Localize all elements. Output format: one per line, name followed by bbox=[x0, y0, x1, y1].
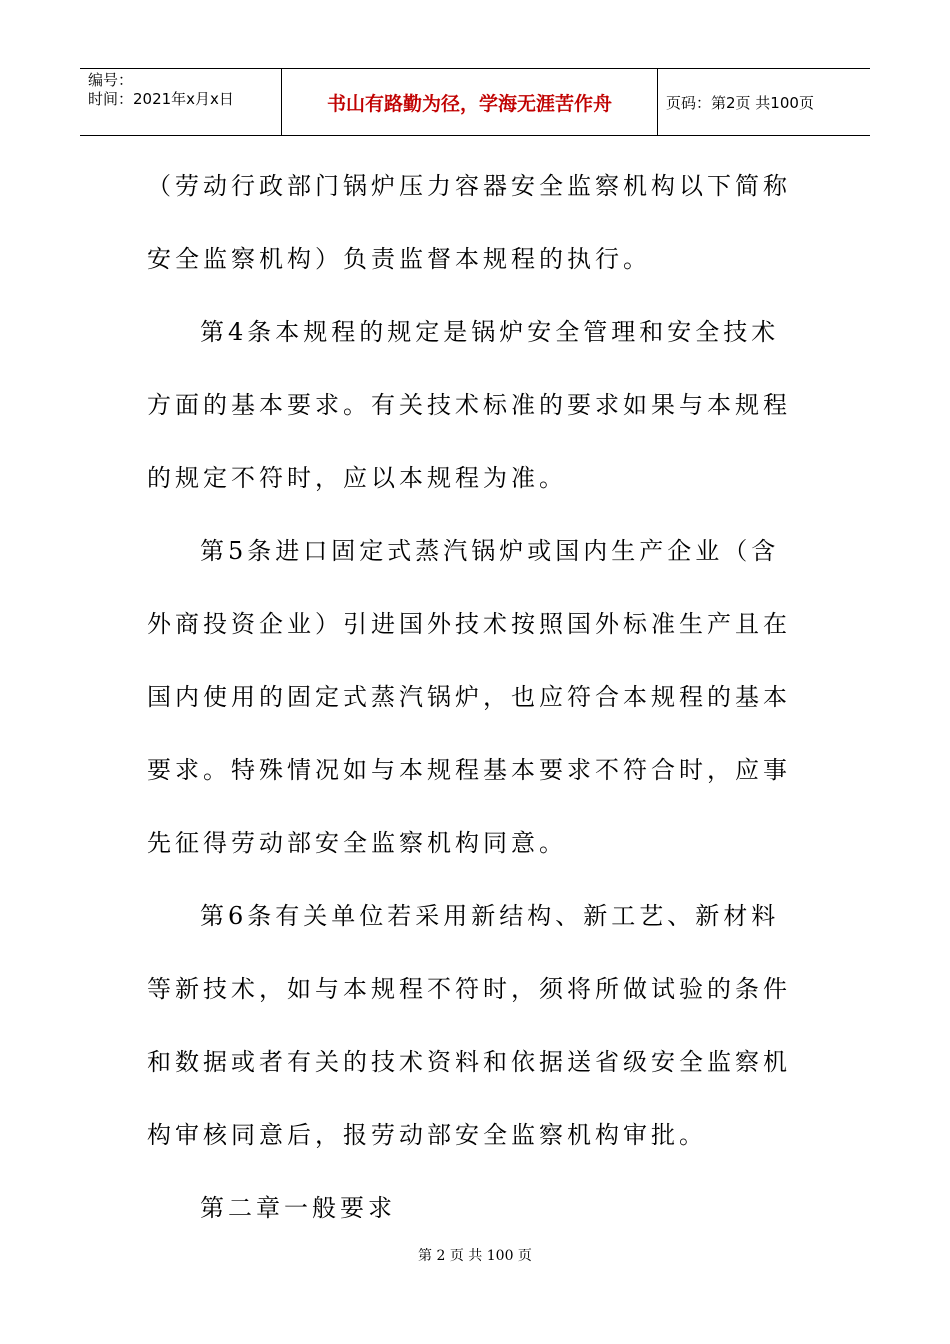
document-number-label: 编号： bbox=[88, 71, 134, 89]
document-body bbox=[147, 150, 807, 1245]
page-footer: 第 2 页 共 100 页 bbox=[418, 1248, 532, 1264]
chapter-heading: 第二章一般要求 bbox=[200, 1194, 396, 1222]
header-page-info: 页码：第2页 共100页 bbox=[666, 93, 814, 112]
paragraph: 第5条进口固定式蒸汽锅炉或国内生产企业（含外商投资企业）引进国外技术按照国外标准生产且在国内使用的固定式蒸汽锅炉，也应符合本规程的基本要求。特殊情况如与本规程基本要求不符合时，应事先征得劳动部安全监察机构同意。 bbox=[147, 537, 791, 857]
header-motto: 书山有路勤为径，学海无涯苦作舟 bbox=[282, 69, 658, 135]
paragraph: 第4条本规程的规定是锅炉安全管理和安全技术方面的基本要求。有关技术标准的要求如果与本规程的规定不符时，应以本规程为准。 bbox=[147, 318, 791, 492]
header-meta bbox=[80, 69, 282, 135]
paragraph: （劳动行政部门锅炉压力容器安全监察机构以下简称安全监察机构）负责监督本规程的执行。 bbox=[147, 172, 791, 273]
document-date: 时间：2021年x月x日 bbox=[88, 90, 234, 108]
page-header bbox=[80, 68, 870, 136]
paragraph: 第6条有关单位若采用新结构、新工艺、新材料等新技术，如与本规程不符时，须将所做试验的条件和数据或者有关的技术资料和依据送省级安全监察机构审核同意后，报劳动部安全监察机构审批。 bbox=[147, 902, 791, 1149]
